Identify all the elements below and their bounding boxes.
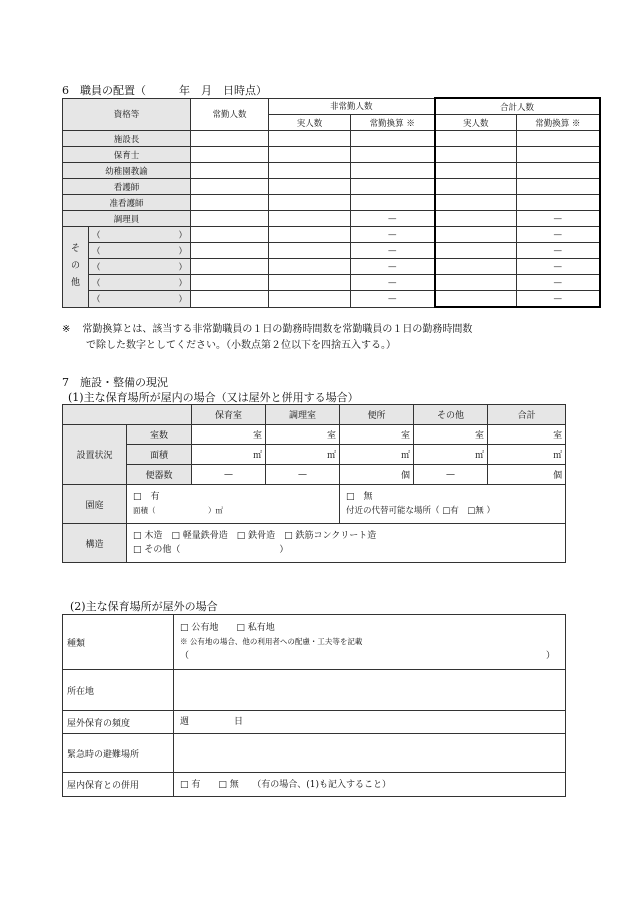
close-paren: ） (178, 278, 188, 289)
table-row (63, 147, 600, 163)
install-label: 設置状況 (63, 425, 127, 485)
unit-room: 室 (248, 425, 266, 445)
input-cell[interactable] (269, 147, 351, 163)
table-row (63, 615, 566, 670)
section7-title: 7 施設・整備の現況 (62, 376, 168, 389)
table-row (63, 445, 566, 465)
input-cell[interactable] (192, 445, 248, 465)
dash-cell: — (517, 259, 600, 275)
dash-cell: — (351, 211, 435, 227)
table-row (63, 773, 566, 797)
row-label: 施設長 (63, 131, 191, 147)
input-cell[interactable] (269, 291, 351, 308)
dash-cell: — (351, 291, 435, 308)
input-cell[interactable] (191, 163, 269, 179)
evac-label: 緊急時の避難場所 (63, 734, 174, 773)
input-cell[interactable] (351, 147, 435, 163)
input-cell[interactable] (269, 163, 351, 179)
freq-input[interactable]: 週 日 (174, 711, 566, 734)
dash-cell: — (351, 259, 435, 275)
table-row (63, 275, 600, 291)
input-cell[interactable] (435, 147, 517, 163)
header-parttime-actual: 実人数 (269, 115, 351, 131)
other-label-char: 他 (70, 278, 80, 289)
input-cell[interactable] (191, 275, 269, 291)
input-cell[interactable] (191, 291, 269, 308)
dash-cell: — (517, 211, 600, 227)
staff-table (62, 97, 601, 308)
garden-label: 園庭 (63, 485, 127, 524)
unit-area: ㎡ (322, 445, 340, 465)
garden-yes-checkbox[interactable]: □ 有 (133, 492, 160, 502)
structure-line-2[interactable]: □ その他（ ） (133, 545, 289, 555)
row-toilet: 便器数 (127, 465, 192, 485)
header-total-conv: 常勤換算 ※ (517, 115, 600, 131)
other-label-char: の (70, 261, 80, 272)
input-cell[interactable] (191, 243, 269, 259)
unit-area: ㎡ (544, 445, 566, 465)
input-cell[interactable] (517, 131, 600, 147)
garden-no[interactable] (340, 485, 566, 524)
structure-options[interactable] (127, 524, 566, 563)
table-row (63, 485, 566, 524)
open-paren: （ (92, 262, 101, 273)
conversion-note (62, 322, 472, 338)
input-cell[interactable] (191, 179, 269, 195)
input-cell[interactable] (269, 179, 351, 195)
row-label: 幼稚園教諭 (63, 163, 191, 179)
col-other: その他 (414, 405, 488, 425)
table-row (63, 227, 600, 243)
input-cell[interactable] (269, 211, 351, 227)
table-row (63, 670, 566, 711)
close-paren: ） (178, 262, 188, 273)
combined-options[interactable]: □ 有 □ 無 （有の場合、(1)も記入すること） (174, 773, 566, 797)
input-cell[interactable] (435, 179, 517, 195)
dash-cell: — (192, 465, 266, 485)
input-cell[interactable] (517, 163, 600, 179)
input-cell[interactable] (435, 131, 517, 147)
combined-label: 屋内保育との併用 (63, 773, 174, 797)
input-cell[interactable] (269, 131, 351, 147)
close-paren: ） (178, 230, 188, 241)
table-row (63, 163, 600, 179)
table-row (63, 734, 566, 773)
garden-area: 面積（ ）㎡ (133, 506, 223, 515)
freq-label: 屋外保育の頻度 (63, 711, 174, 734)
header-qual: 資格等 (63, 98, 191, 131)
location-label: 所在地 (63, 670, 174, 711)
unit-room: 室 (396, 425, 414, 445)
dash-cell: — (517, 275, 600, 291)
input-cell[interactable] (351, 179, 435, 195)
input-cell[interactable] (517, 195, 600, 211)
input-cell[interactable] (269, 227, 351, 243)
close-paren: ） (178, 246, 188, 257)
input-cell[interactable] (435, 195, 517, 211)
input-cell[interactable] (340, 425, 396, 445)
garden-yes[interactable] (127, 485, 340, 524)
note-line-2: で除した数字としてください。（小数点第２位以下を四捨五入する。） (86, 340, 396, 351)
input-cell[interactable] (351, 163, 435, 179)
table-row (63, 195, 600, 211)
input-cell[interactable] (414, 425, 470, 445)
header-total: 合計人数 (435, 98, 600, 115)
input-cell[interactable] (351, 195, 435, 211)
close-paren: ） (545, 651, 555, 661)
input-cell[interactable] (191, 259, 269, 275)
structure-line-1[interactable]: □ 木造 □ 軽量鉄骨造 □ 鉄骨造 □ 鉄筋コンクリート造 (133, 531, 377, 541)
input-cell[interactable] (340, 465, 396, 485)
unit-area: ㎡ (248, 445, 266, 465)
header-parttime-conv: 常勤換算 ※ (351, 115, 435, 131)
facility-table (62, 404, 566, 563)
other-label (63, 227, 89, 308)
open-paren: （ (92, 246, 101, 257)
table-row (63, 291, 600, 308)
input-cell[interactable] (517, 147, 600, 163)
evac-input[interactable] (174, 734, 566, 773)
section7-sub2: (2)主な保育場所が屋外の場合 (70, 600, 218, 613)
input-cell[interactable] (435, 275, 517, 291)
row-rooms: 室数 (127, 425, 192, 445)
input-cell[interactable] (191, 195, 269, 211)
unit-ko: 個 (396, 465, 414, 485)
kind-note: ※ 公有地の場合、他の利用者への配慮・工夫等を記載 (180, 637, 363, 646)
open-paren: （ (180, 651, 190, 661)
other-input[interactable] (89, 259, 191, 275)
table-row (63, 465, 566, 485)
header-fulltime: 常勤人数 (191, 98, 269, 131)
unit-area: ㎡ (470, 445, 488, 465)
unit-ko: 個 (544, 465, 566, 485)
table-row (63, 179, 600, 195)
garden-no-checkbox[interactable]: □ 無 (346, 492, 373, 502)
input-cell[interactable] (414, 445, 470, 465)
note-mark: ※ (62, 324, 71, 335)
row-label: 准看護師 (63, 195, 191, 211)
unit-area: ㎡ (396, 445, 414, 465)
other-input[interactable] (89, 243, 191, 259)
open-paren: （ (92, 230, 101, 241)
kind-checkboxes[interactable]: □ 公有地 □ 私有地 (180, 623, 275, 633)
col-toilet: 便所 (340, 405, 414, 425)
col-kitchen: 調理室 (266, 405, 340, 425)
input-cell[interactable] (269, 195, 351, 211)
dash-cell: — (517, 291, 600, 308)
table-row (63, 259, 600, 275)
garden-alt: 付近の代替可能な場所（ □有 □無 ） (346, 506, 495, 516)
kind-input[interactable] (180, 649, 565, 663)
input-cell[interactable] (191, 131, 269, 147)
open-paren: （ (92, 278, 101, 289)
col-nursery: 保育室 (192, 405, 266, 425)
kind-label: 種類 (63, 615, 174, 670)
table-row (63, 243, 600, 259)
input-cell[interactable] (340, 445, 396, 465)
row-label: 調理員 (63, 211, 191, 227)
input-cell[interactable] (517, 179, 600, 195)
other-input[interactable] (89, 291, 191, 308)
outdoor-table (62, 614, 566, 797)
section6-title: 6 職員の配置（ 年 月 日時点） (62, 84, 267, 97)
dash-cell: — (351, 227, 435, 243)
input-cell[interactable] (488, 425, 544, 445)
note-line-1: 常勤換算とは、該当する非常勤職員の１日の勤務時間数を常勤職員の１日の勤務時間数 (82, 324, 473, 335)
unit-room: 室 (470, 425, 488, 445)
input-cell[interactable] (435, 259, 517, 275)
table-row (63, 425, 566, 445)
input-cell[interactable] (269, 275, 351, 291)
row-label: 看護師 (63, 179, 191, 195)
input-cell[interactable] (191, 147, 269, 163)
dash-cell: — (414, 465, 488, 485)
input-cell[interactable] (488, 445, 544, 465)
table-row (63, 711, 566, 734)
input-cell[interactable] (269, 259, 351, 275)
input-cell[interactable] (266, 425, 322, 445)
other-input[interactable] (89, 275, 191, 291)
input-cell[interactable] (488, 465, 544, 485)
row-label: 保育士 (63, 147, 191, 163)
other-input[interactable] (89, 227, 191, 243)
open-paren: （ (92, 294, 101, 305)
col-total: 合計 (488, 405, 566, 425)
input-cell[interactable] (435, 291, 517, 308)
dash-cell: — (266, 465, 340, 485)
section7-sub1: (1)主な保育場所が屋内の場合（又は屋外と併用する場合） (68, 391, 359, 404)
input-cell[interactable] (435, 163, 517, 179)
input-cell[interactable] (191, 211, 269, 227)
input-cell[interactable] (191, 227, 269, 243)
input-cell[interactable] (269, 243, 351, 259)
dash-cell: — (517, 243, 600, 259)
header-total-actual: 実人数 (435, 115, 517, 131)
kind-options[interactable] (174, 615, 566, 670)
unit-room: 室 (544, 425, 566, 445)
input-cell[interactable] (435, 211, 517, 227)
table-row (63, 211, 600, 227)
close-paren: ） (178, 294, 188, 305)
unit-room: 室 (322, 425, 340, 445)
other-label-char: そ (70, 244, 80, 255)
header-parttime: 非常勤人数 (269, 98, 435, 115)
input-cell[interactable] (266, 445, 322, 465)
dash-cell: — (517, 227, 600, 243)
table-row (63, 131, 600, 147)
table-row (63, 524, 566, 563)
structure-label: 構造 (63, 524, 127, 563)
input-cell[interactable] (435, 227, 517, 243)
input-cell[interactable] (192, 425, 248, 445)
dash-cell: — (351, 275, 435, 291)
row-area: 面積 (127, 445, 192, 465)
location-input[interactable] (174, 670, 566, 711)
dash-cell: — (351, 243, 435, 259)
input-cell[interactable] (435, 243, 517, 259)
input-cell[interactable] (351, 131, 435, 147)
